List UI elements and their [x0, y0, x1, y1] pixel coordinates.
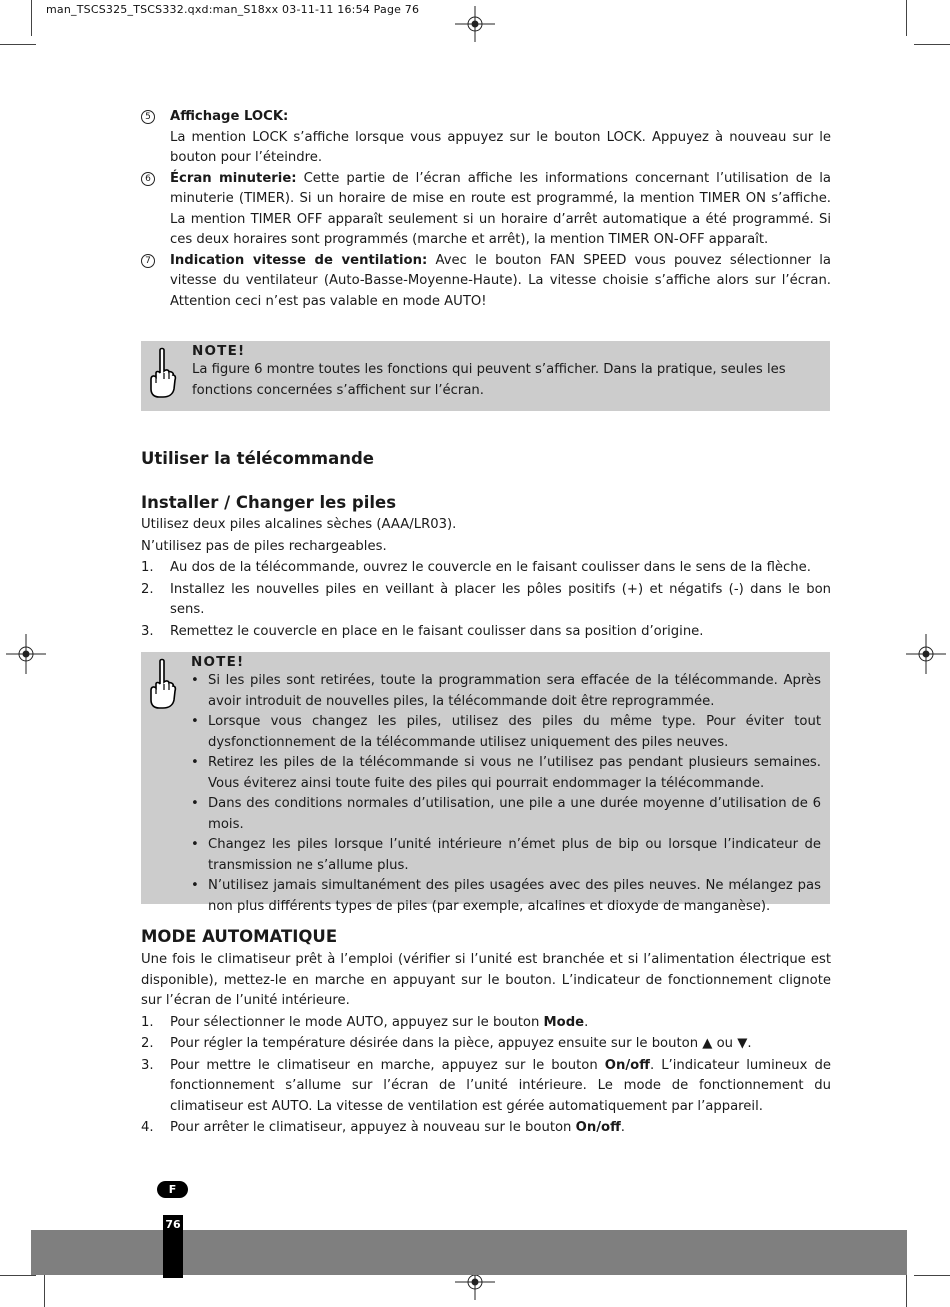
- note-text: La figure 6 montre toutes les fonctions qui peuvent s’afficher. Dans la pratique, seules les fonctions concernées s’affichent sur l’écran.: [192, 362, 786, 398]
- circled-number: 5: [141, 110, 155, 124]
- list-item: [141, 1013, 831, 1034]
- note-box: [141, 652, 830, 914]
- list-number: 3.: [141, 623, 154, 639]
- item-text: Cette partie de l’écran affiche les informations concernant l’utilisation de la minuterie (TIMER). Si un horaire de mise en route est programmé, la mention TIMER ON s’affiche. La mention TIMER OFF apparaît seulement si un horaire d’arrêt automatique a été programmé. Si ces deux horaires sont programmés (marche et arrêt), la mention TIMER ON-OFF apparaît.: [170, 170, 831, 247]
- circled-number: 7: [141, 254, 155, 268]
- bullet-item: • Lorsque vous changez les piles, utilisez des piles du même type. Pour éviter tout dysfonctionnement de la télécommande utilisez uniquement des piles neuves.: [191, 714, 821, 750]
- note-title: NOTE!: [192, 343, 246, 359]
- paragraph: N’utilisez pas de piles rechargeables.: [141, 538, 387, 554]
- crop-mark: [0, 44, 36, 45]
- list-text: Au dos de la télécommande, ouvrez le couvercle en le faisant coulisser dans le sens de la flèche.: [170, 560, 811, 575]
- list-number: 1.: [141, 560, 154, 575]
- file-info-header: man_TSCS325_TSCS332.qxd:man_S18xx 03-11-11 16:54 Page 76: [46, 3, 420, 16]
- bullet-item: • Si les piles sont retirées, toute la programmation sera effacée de la télécommande. Après avoir introduit de nouvelles piles, la télécommande doit être reprogrammée.: [191, 673, 821, 709]
- item-text: La mention LOCK s’affiche lorsque vous appuyez sur le bouton LOCK. Appuyez à nouveau sur le bouton pour l’éteindre.: [170, 129, 831, 165]
- bullet-item: • Changez les piles lorsque l’unité intérieure n’émet plus de bip ou lorsque l’indicateur de transmission ne s’allume plus.: [191, 837, 821, 873]
- section-heading: MODE AUTOMATIQUE: [141, 927, 338, 946]
- note-bullets: [191, 671, 821, 917]
- list-number: 1.: [141, 1014, 154, 1030]
- display-item: [141, 107, 831, 169]
- crop-mark: [914, 1275, 950, 1276]
- crop-mark: [31, 0, 32, 36]
- list-text-end: .: [584, 1014, 589, 1030]
- pointing-hand-icon: [147, 658, 177, 712]
- auto-mode-content: [141, 950, 831, 1139]
- display-items-list: [141, 107, 831, 312]
- registration-mark-icon: [6, 634, 46, 674]
- list-text: Pour arrêter le climatiseur, appuyez à nouveau sur le bouton: [170, 1120, 576, 1135]
- list-item: [141, 622, 831, 643]
- pointing-hand-icon: [147, 347, 177, 401]
- list-item: [141, 1118, 831, 1139]
- bullet-text: Changez les piles lorsque l’unité intérieure n’émet plus de bip ou lorsque l’indicateur de transmission ne s’allume plus.: [208, 837, 821, 873]
- list-text: Pour régler la température désirée dans la pièce, appuyez ensuite sur le bouton ▲ ou ▼.: [170, 1036, 752, 1051]
- bullet-item: • N’utilisez jamais simultanément des piles usagées avec des piles neuves. Ne mélangez pas non plus différents types de piles (par exemple, alcalines et dioxyde de manganèse).: [191, 878, 821, 914]
- list-text: Pour mettre le climatiseur en marche, appuyez sur le bouton: [170, 1057, 605, 1073]
- list-text: Remettez le couvercle en place en le faisant coulisser dans sa position d’origine.: [170, 623, 704, 639]
- batteries-content: [141, 515, 831, 642]
- item-title: Affichage LOCK:: [170, 109, 289, 124]
- paragraph: Utilisez deux piles alcalines sèches (AAA/LR03).: [141, 517, 457, 532]
- list-text-end: .: [620, 1120, 625, 1135]
- registration-mark-icon: [906, 634, 946, 674]
- button-name: On/off: [604, 1057, 650, 1073]
- bullet-text: N’utilisez jamais simultanément des piles usagées avec des piles neuves. Ne mélangez pas non plus différents types de piles (par exemple, alcalines et dioxyde de manganèse).: [208, 878, 821, 914]
- crop-mark: [914, 44, 950, 45]
- button-name: Mode: [543, 1014, 585, 1030]
- list-item: [141, 558, 831, 579]
- bullet-text: Retirez les piles de la télécommande si vous ne l’utilisez pas pendant plusieurs semaines. Vous éviterez ainsi toute fuite des piles qui pourrait endommager la télécommande.: [208, 755, 821, 791]
- item-title: Écran minuterie:: [170, 170, 297, 186]
- display-item: [141, 251, 831, 313]
- list-text-end: . L’indicateur lumineux de fonctionnement s’allume sur l’écran de l’unité intérieure. Le mode de fonctionnement du climatiseur est AUTO. La vitesse de ventilation est gérée automatiquement par l’appareil.: [170, 1057, 831, 1114]
- note-title: NOTE!: [191, 654, 245, 670]
- crop-mark: [906, 0, 907, 36]
- list-number: 2.: [141, 581, 154, 597]
- item-title: Indication vitesse de ventilation:: [170, 252, 428, 268]
- bullet-text: Si les piles sont retirées, toute la programmation sera effacée de la télécommande. Après avoir introduit de nouvelles piles, la télécommande doit être reprogrammée.: [208, 673, 821, 709]
- list-number: 3.: [141, 1057, 154, 1073]
- list-item: [141, 1056, 831, 1118]
- section-heading: Utiliser la télécommande: [141, 449, 374, 468]
- bullet-text: Dans des conditions normales d’utilisation, une pile a une durée moyenne d’utilisation de 6 mois.: [208, 796, 821, 832]
- crop-mark: [0, 1275, 36, 1276]
- circled-number: 6: [141, 172, 155, 186]
- section-heading: Installer / Changer les piles: [141, 493, 397, 512]
- button-name: On/off: [575, 1120, 621, 1135]
- bullet-text: Lorsque vous changez les piles, utilisez des piles du même type. Pour éviter tout dysfonctionnement de la télécommande utilisez uniquement des piles neuves.: [208, 714, 821, 750]
- list-number: 4.: [141, 1120, 154, 1135]
- list-text: Pour sélectionner le mode AUTO, appuyez sur le bouton: [170, 1014, 544, 1030]
- note-box: [141, 341, 830, 411]
- bullet-item: • Dans des conditions normales d’utilisation, une pile a une durée moyenne d’utilisation de 6 mois.: [191, 796, 821, 832]
- item-text: Avec le bouton FAN SPEED vous pouvez sélectionner la vitesse du ventilateur (Auto-Basse-Moyenne-Haute). La vitesse choisie s’affiche alors sur l’écran. Attention ceci n’est pas valable en mode AUTO!: [170, 252, 831, 309]
- list-text: Installez les nouvelles piles en veillant à placer les pôles positifs (+) et négatifs (-) dans le bon sens.: [170, 581, 831, 617]
- crop-mark: [906, 1275, 907, 1307]
- display-item: [141, 169, 831, 251]
- language-badge: F: [157, 1181, 188, 1198]
- bullet-item: • Retirez les piles de la télécommande si vous ne l’utilisez pas pendant plusieurs semaines. Vous éviterez ainsi toute fuite des piles qui pourrait endommager la télécommande.: [191, 755, 821, 791]
- paragraph: Une fois le climatiseur prêt à l’emploi (vérifier si l’unité est branchée et si l’alimentation électrique est disponible), mettez-le en marche en appuyant sur le bouton. L’indicateur de fonctionnement clignote sur l’écran de l’unité intérieure.: [141, 952, 831, 1008]
- list-number: 2.: [141, 1036, 154, 1051]
- registration-mark-icon: [455, 6, 495, 42]
- list-item: [141, 580, 831, 621]
- page-number: 76: [165, 1218, 181, 1231]
- crop-mark: [44, 1275, 45, 1307]
- list-item: [141, 1034, 831, 1055]
